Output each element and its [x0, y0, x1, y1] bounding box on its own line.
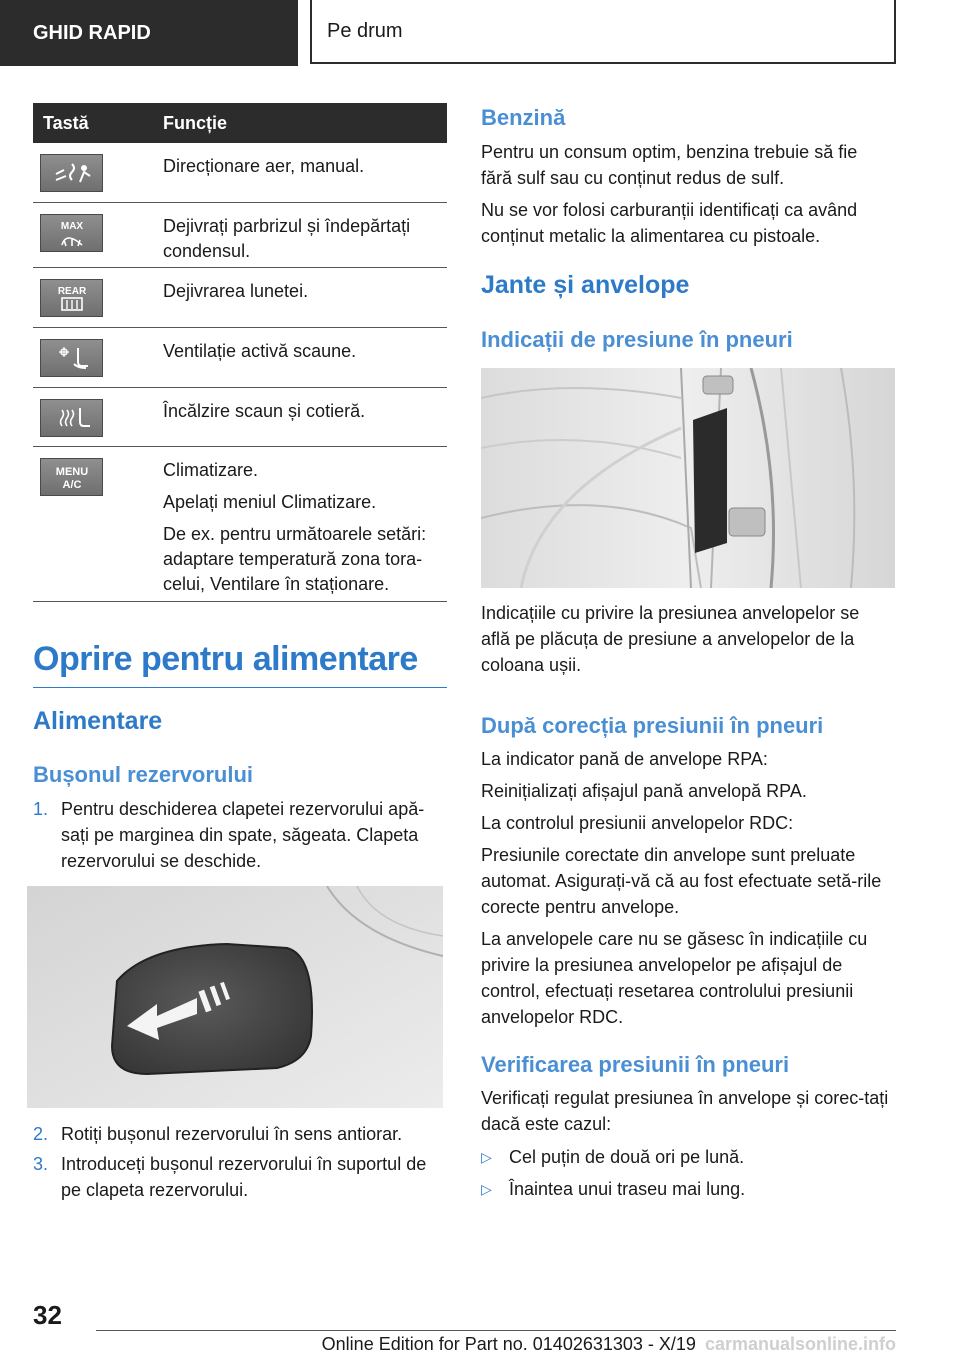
paragraph: Pentru un consum optim, benzina trebuie să fie fără sulf sau cu conținut redus de sulf.	[481, 142, 858, 188]
table-row	[33, 328, 447, 388]
list-item	[481, 1176, 893, 1204]
list-item	[33, 1121, 449, 1149]
topic-title: Verificarea presiunii în pneuri	[481, 1052, 790, 1077]
step-number: 1.	[33, 799, 49, 819]
step-text: Rotiți bușonul rezervorului în sens antiorar.	[61, 1124, 403, 1144]
bullet-text: Cel puțin de două ori pe lună.	[509, 1147, 745, 1167]
list-item	[33, 796, 449, 876]
watermark: carmanualsonline.info	[704, 1334, 896, 1354]
table-row	[33, 143, 447, 203]
row-function-text: Dejivrați parbrizul și îndepărtați condensul.	[163, 216, 411, 261]
paragraph: Reinițializați afișajul pană anvelopă RPA.	[481, 781, 807, 801]
bullet-triangle-icon: ▷	[481, 1181, 492, 1197]
rear-defrost-icon	[40, 279, 103, 317]
bullet-text: Înaintea unui traseu mai lung.	[509, 1179, 746, 1199]
max-defrost-icon	[40, 214, 103, 252]
row-function-text: Încălzire scaun și cotieră.	[163, 401, 366, 421]
row-function-text: De ex. pentru următoarele setări: adaptare temperatură zona tora-celui, Ventilare în staționare.	[163, 524, 427, 594]
subsection-title: Alimentare	[33, 707, 163, 735]
paragraph: Indicațiile cu privire la presiunea anvelopelor se află pe plăcuța de presiune a anvelopelor de la coloana ușii.	[481, 603, 860, 675]
footer-divider	[96, 1330, 896, 1331]
step-text: Introduceți bușonul rezervorului în suportul de pe clapeta rezervorului.	[61, 1154, 427, 1200]
header-chapter: Pe drum	[310, 0, 896, 64]
fuel-text	[481, 139, 893, 255]
row-function-text: Ventilație activă scaune.	[163, 341, 357, 361]
footer-edition	[300, 1334, 896, 1355]
row-function-text: Dejivrarea lunetei.	[163, 281, 309, 301]
paragraph: La anvelopele care nu se găsesc în indicațiile cu privire la presiunea anvelopelor pe afișajul de control, efectuați resetarea controlului presiunii anvelopelor RDC.	[481, 929, 868, 1027]
air-distribution-icon	[40, 154, 103, 192]
header-key: Tastă	[43, 112, 89, 133]
list-item	[33, 1151, 449, 1205]
page-number: 32	[33, 1300, 62, 1330]
table-row	[33, 447, 447, 602]
table-row	[33, 268, 447, 328]
step-number: 3.	[33, 1154, 49, 1174]
header-section: GHID RAPID	[0, 0, 298, 66]
controls-table	[33, 103, 447, 602]
menu-ac-icon	[40, 458, 103, 496]
table-header	[33, 103, 447, 143]
key-label: MAX	[60, 221, 83, 232]
header-function: Funcție	[163, 112, 228, 133]
edition-text: Online Edition for Part no. 01402631303 - X/19	[321, 1334, 696, 1354]
row-function-text: Direcționare aer, manual.	[163, 156, 365, 176]
row-function-text: Climatizare.	[163, 460, 259, 480]
seat-ventilation-icon	[40, 339, 103, 377]
section-title: Oprire pentru alimentare	[33, 640, 447, 688]
bullet-triangle-icon: ▷	[481, 1149, 492, 1165]
fuel-flap-photo	[27, 886, 443, 1108]
table-row	[33, 388, 447, 447]
after-correction-text	[481, 746, 893, 1036]
topic-title: Indicații de presiune în pneuri	[481, 327, 793, 352]
pressure-text	[481, 600, 893, 684]
step-number: 2.	[33, 1124, 49, 1144]
step-text: Pentru deschiderea clapetei rezervorului apă-sați pe marginea din spate, săgeata. Clapeta rezervorului se deschide.	[61, 799, 425, 871]
seat-heating-icon	[40, 399, 103, 437]
table-row	[33, 203, 447, 268]
paragraph: La controlul presiunii anvelopelor RDC:	[481, 813, 794, 833]
door-pillar-photo	[481, 368, 895, 588]
check-text	[481, 1085, 893, 1143]
paragraph: Nu se vor folosi carburanții identificați ca având conținut metalic la alimentarea cu pistoale.	[481, 200, 858, 246]
key-label: REAR	[57, 286, 86, 297]
paragraph: Presiunile corectate din anvelope sunt preluate automat. Asigurați-vă că au fost efectuate setă-rile corecte pentru anvelope.	[481, 845, 882, 917]
list-item	[481, 1144, 893, 1172]
topic-title: Bușonul rezervorului	[33, 762, 254, 787]
row-function-text: Apelați meniul Climatizare.	[163, 492, 377, 512]
key-label-2: A/C	[62, 479, 81, 491]
paragraph: La indicator pană de anvelope RPA:	[481, 749, 768, 769]
paragraph: Verificați regulat presiunea în anvelope și corec-tați dacă este cazul:	[481, 1088, 889, 1134]
topic-title: După corecția presiunii în pneuri	[481, 713, 824, 738]
key-label: MENU	[55, 466, 88, 478]
topic-title: Benzină	[481, 105, 566, 130]
subsection-title: Jante și anvelope	[481, 271, 690, 299]
